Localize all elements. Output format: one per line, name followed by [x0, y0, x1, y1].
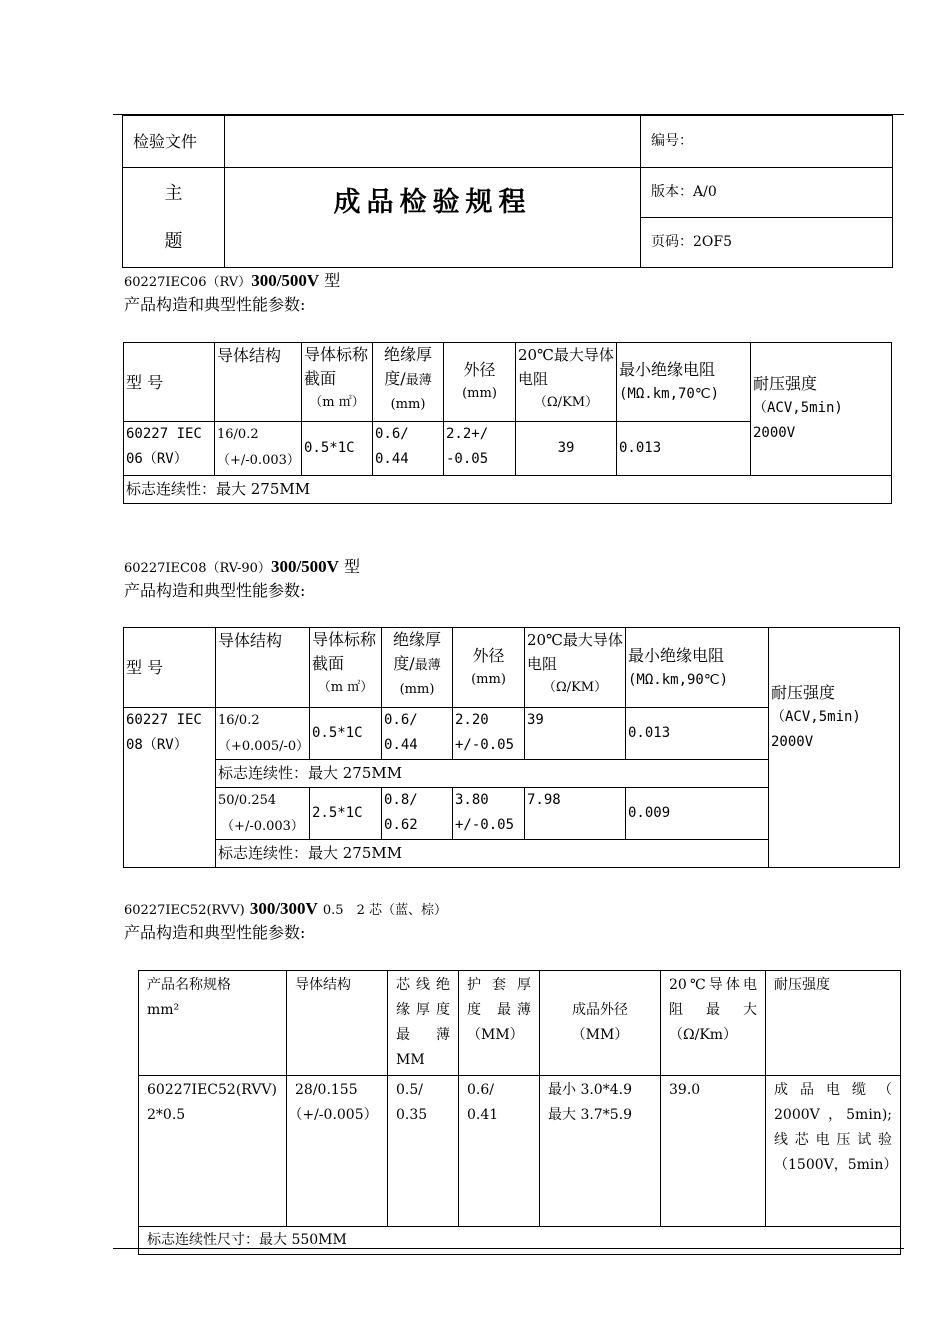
- s3-h-withstand: 耐压强度: [766, 971, 901, 1076]
- s2-withstand: [769, 628, 900, 868]
- section1-table: [123, 342, 892, 504]
- section2-table: [123, 627, 900, 868]
- s1-h-mi-text: 最小绝缘电阻: [619, 360, 716, 379]
- page-label: 页码：2OF5: [641, 218, 893, 268]
- section1-voltage: 300/500V: [251, 271, 320, 290]
- s2-model: 60227 IEC 08（RV）: [124, 708, 216, 868]
- subject-cell: [123, 168, 225, 268]
- section2-model: [124, 556, 360, 580]
- s1-h-res-text: 20℃最大导体电阻: [518, 346, 614, 388]
- s3-h-od: [540, 971, 661, 1076]
- s2-h-res-unit: （Ω/KM）: [542, 680, 608, 695]
- s3-marking: 标志连续性尺寸：最大 550MM: [139, 1227, 901, 1255]
- section3-subtitle: 产品构造和典型性能参数:: [124, 923, 306, 942]
- s1-h-area: [302, 343, 373, 422]
- s3-withstand: 成品电缆（ 2000V ，5min);线芯电压试验（1500V，5min）: [766, 1076, 901, 1227]
- section3-model-suffix: 0.5 2 芯（蓝、棕）: [322, 903, 447, 918]
- s2-h-od-unit: (mm): [471, 671, 506, 687]
- s1-h-resistance: [516, 343, 617, 422]
- subject-label-1: 主: [164, 182, 183, 204]
- s2-r1-conductor-1: 16/0.2: [218, 713, 260, 728]
- s1-withstand-value: 2000V: [753, 425, 796, 441]
- header-blank: [225, 116, 641, 168]
- s1-h-conductor: 导体结构: [215, 343, 302, 422]
- s3-od-1: 最小 3.0*4.9: [548, 1082, 632, 1098]
- s1-od: 2.2+/ -0.05: [444, 422, 516, 476]
- s1-h-withstand-unit: （ACV,5min): [753, 400, 843, 416]
- section1-model: [124, 270, 340, 294]
- s1-conductor: [215, 422, 302, 476]
- s2-h-withstand-unit: （ACV,5min): [771, 709, 861, 725]
- bottom-rule: [113, 1248, 904, 1249]
- s1-conductor-2: （+/-0.003）: [217, 453, 300, 468]
- s2-h-model: 型 号: [124, 628, 216, 708]
- section2-voltage: 300/500V: [270, 557, 339, 576]
- s3-h-conductor: 导体结构: [287, 971, 388, 1076]
- version-label: 版本：A/0: [641, 168, 893, 218]
- section3-model: [124, 898, 447, 922]
- doc-title: 成品检验规程: [225, 168, 641, 268]
- s3-resistance: 39.0: [661, 1076, 766, 1227]
- s2-h-conductor: 导体结构: [216, 628, 310, 708]
- s2-h-od-text: 外径: [472, 645, 505, 665]
- s2-h-area-unit: （m ㎡）: [317, 680, 374, 695]
- s1-conductor-1: 16/0.2: [217, 427, 259, 442]
- s1-marking: 标志连续性：最大 275MM: [124, 476, 892, 504]
- s1-h-min-insulation: [617, 343, 751, 422]
- s2-r2-resistance: 7.98: [525, 788, 626, 840]
- s1-h-od-text: 外径: [463, 360, 496, 379]
- s1-withstand: [751, 343, 892, 476]
- doc-number-label: 编号：: [641, 116, 893, 168]
- s1-h-area-text: 导体标称截面: [304, 345, 369, 388]
- s2-h-area: [310, 628, 382, 708]
- s2-h-res-text: 20℃最大导体电阻: [527, 631, 623, 673]
- s2-r1-area: 0.5*1C: [310, 708, 382, 760]
- s2-r1-marking: 标志连续性：最大 275MM: [216, 760, 769, 788]
- s2-r1-min-insulation: 0.013: [626, 708, 769, 760]
- s1-resistance: 39: [516, 422, 617, 476]
- s3-h-name: [139, 971, 287, 1076]
- s3-conductor-1: 28/0.155: [295, 1082, 358, 1098]
- s3-h-od-text: 成品外径: [572, 1002, 628, 1018]
- doc-label: 检验文件: [123, 116, 225, 168]
- s3-core-insulation: 0.5/ 0.35: [388, 1076, 459, 1227]
- s1-h-od: [444, 343, 516, 422]
- section1-model-prefix: 60227IEC06（RV）: [124, 275, 252, 290]
- s2-r2-od: 3.80 +/-0.05: [453, 788, 525, 840]
- s2-r2-conductor-2: （+/-0.003）: [221, 819, 304, 834]
- s2-h-mi-unit: (MΩ.km,90℃): [628, 671, 729, 688]
- s1-h-ins-unit: (mm): [390, 397, 426, 412]
- s2-h-ins-min: 最薄: [414, 658, 441, 673]
- s2-h-mi-text: 最小绝缘电阻: [628, 645, 725, 665]
- s3-od-2: 最大 3.7*5.9: [548, 1107, 632, 1123]
- s2-h-od: [453, 628, 525, 708]
- s3-h-resistance: 20℃导体电 阻 最 大（Ω/Km）: [661, 971, 766, 1076]
- s3-h-sheath: 护 套 厚 度 最薄（MM）: [459, 971, 540, 1076]
- s1-h-res-unit: （Ω/KM）: [533, 395, 599, 410]
- s1-min-insulation: 0.013: [617, 422, 751, 476]
- s3-h-od-unit: （MM）: [571, 1027, 629, 1043]
- s2-r2-conductor-1: 50/0.254: [218, 793, 277, 808]
- section2-model-prefix: 60227IEC08（RV-90）: [124, 561, 271, 576]
- s2-r1-od: 2.20 +/-0.05: [453, 708, 525, 760]
- section3-model-prefix: 60227IEC52(RVV): [124, 903, 245, 918]
- s3-conductor: [287, 1076, 388, 1227]
- section1-model-suffix: 型: [324, 271, 341, 290]
- s2-h-resistance: [525, 628, 626, 708]
- s2-r1-insulation: 0.6/ 0.44: [382, 708, 453, 760]
- s2-r2-insulation: 0.8/ 0.62: [382, 788, 453, 840]
- s3-conductor-2: （+/-0.005）: [288, 1107, 378, 1123]
- s1-h-withstand: 耐压强度: [753, 374, 818, 393]
- s3-od: [540, 1076, 661, 1227]
- s2-r2-min-insulation: 0.009: [626, 788, 769, 840]
- s2-r1-resistance: 39: [525, 708, 626, 760]
- s1-h-od-unit: (mm): [462, 386, 497, 401]
- s1-h-mi-unit: (MΩ.km,70℃): [619, 386, 720, 402]
- section3-voltage: 300/300V: [249, 899, 318, 918]
- s3-h-core-insulation: 芯线绝缘厚度 最 薄 MM: [388, 971, 459, 1076]
- s1-h-model: 型 号: [124, 343, 215, 422]
- s2-r2-area: 2.5*1C: [310, 788, 382, 840]
- s3-h-name-unit: mm²: [147, 1002, 180, 1018]
- s2-h-ins-unit: (mm): [399, 682, 435, 697]
- s1-insulation: 0.6/ 0.44: [373, 422, 444, 476]
- header-table: [122, 115, 893, 268]
- s2-r2-conductor: [216, 788, 310, 840]
- s1-model: 60227 IEC 06（RV）: [124, 422, 215, 476]
- s2-h-min-insulation: [626, 628, 769, 708]
- s3-h-name-text: 产品名称规格: [147, 977, 231, 993]
- s2-r2-marking: 标志连续性：最大 275MM: [216, 840, 769, 868]
- s2-r1-conductor-2: （+0.005/-0）: [218, 739, 310, 754]
- s3-sheath: 0.6/ 0.41: [459, 1076, 540, 1227]
- section1-subtitle: 产品构造和典型性能参数:: [124, 295, 306, 314]
- s3-name-2: 2*0.5: [147, 1107, 186, 1123]
- s1-h-ins-text: 绝缘厚度/: [383, 345, 432, 388]
- s2-withstand-value: 2000V: [771, 734, 814, 750]
- subject-label-2: 题: [164, 230, 183, 252]
- s1-area: 0.5*1C: [302, 422, 373, 476]
- s2-h-area-text: 导体标称截面: [312, 630, 377, 673]
- s2-h-ins-text: 绝缘厚度/: [392, 630, 441, 673]
- section3-table: [138, 970, 901, 1255]
- s1-h-insulation: [373, 343, 444, 422]
- s2-h-insulation: [382, 628, 453, 708]
- s2-h-withstand: 耐压强度: [771, 683, 836, 702]
- s3-name-1: 60227IEC52(RVV): [147, 1082, 277, 1098]
- section2-model-suffix: 型: [344, 557, 361, 576]
- s2-r1-conductor: [216, 708, 310, 760]
- s1-h-ins-min: 最薄: [405, 373, 432, 388]
- s3-name: [139, 1076, 287, 1227]
- section2-subtitle: 产品构造和典型性能参数:: [124, 581, 306, 600]
- s1-h-area-unit: （m ㎡）: [309, 395, 365, 410]
